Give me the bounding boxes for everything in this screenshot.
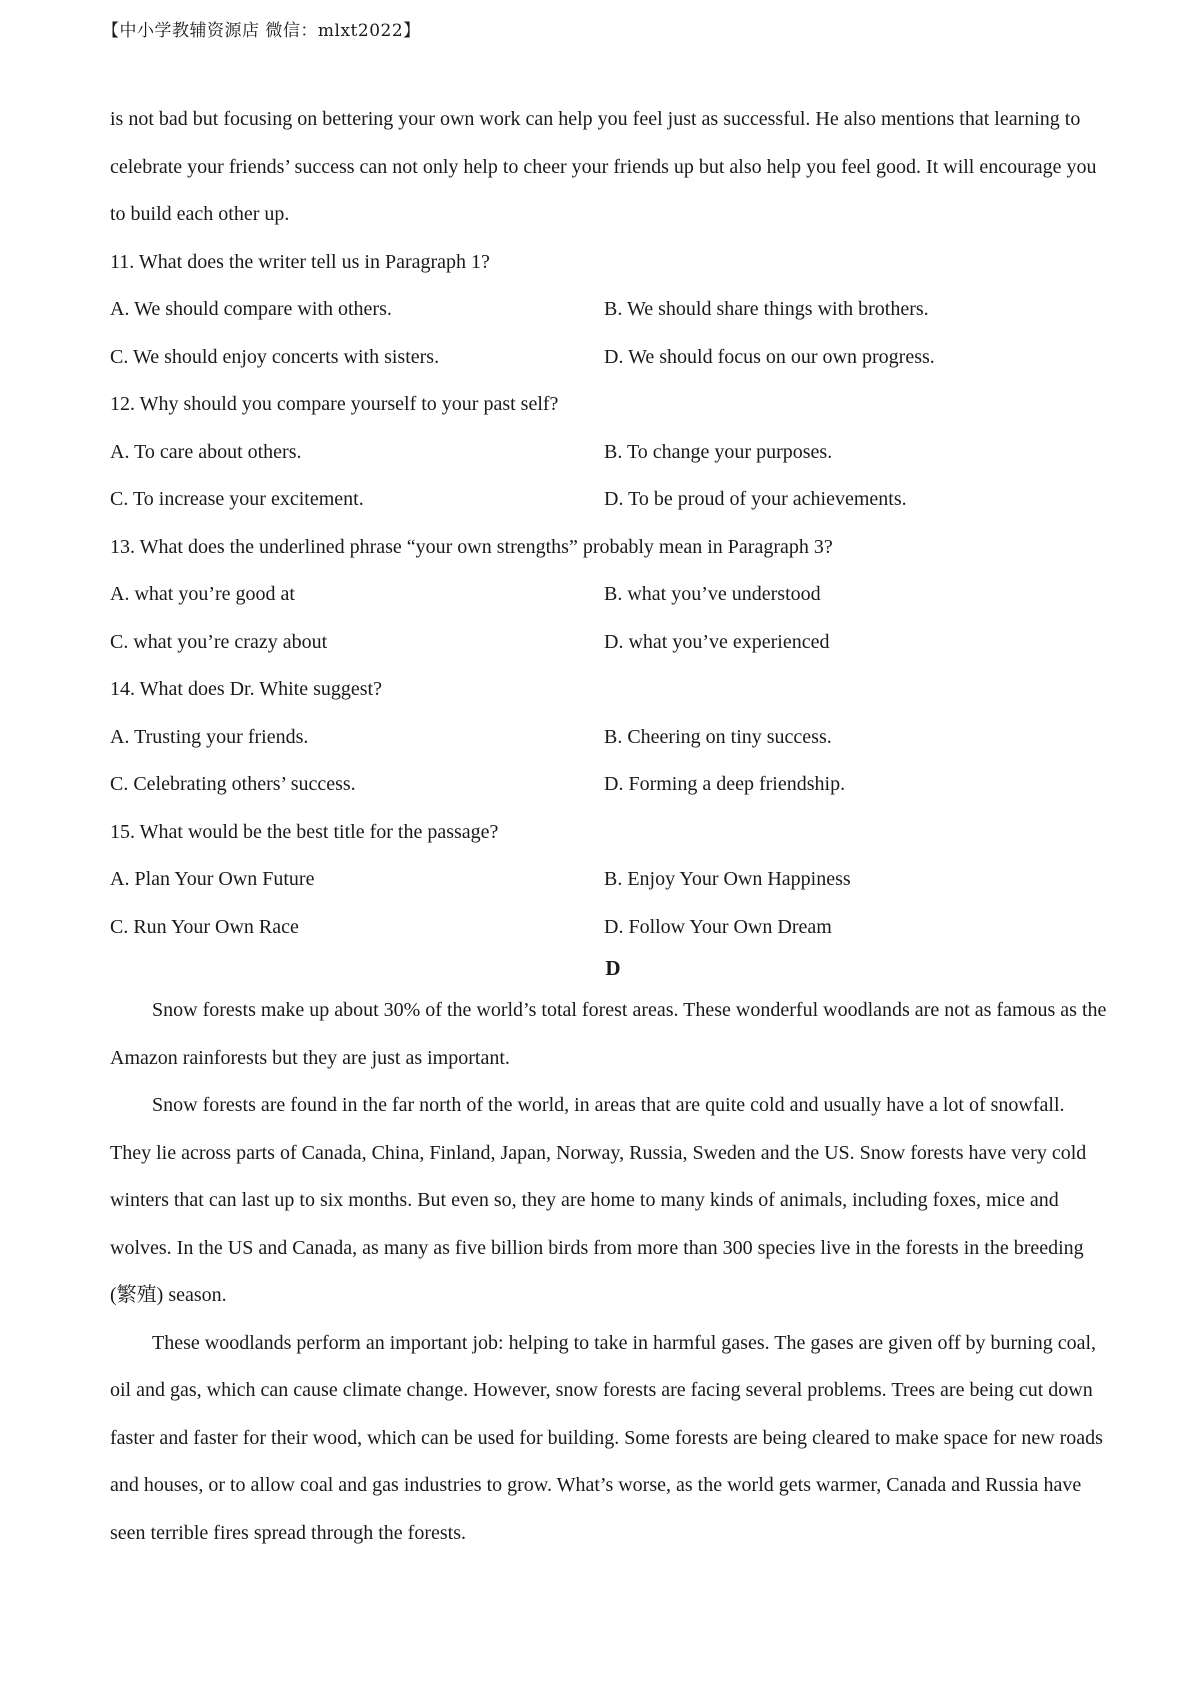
option-13-b: B. what you’ve understood: [604, 583, 821, 605]
question-15-options: [110, 856, 1110, 951]
option-13-c: C. what you’re crazy about: [110, 630, 328, 653]
question-12-options: [110, 429, 1110, 524]
option-12-b: B. To change your purposes.: [604, 440, 833, 463]
option-15-a: A. Plan Your Own Future: [110, 868, 315, 890]
question-11: 11. What does the writer tell us in Paragraph 1?: [110, 250, 490, 273]
option-11-b: B. We should share things with brothers.: [604, 298, 929, 320]
question-12: 12. Why should you compare yourself to your past self?: [110, 393, 559, 415]
question-block: [110, 381, 1110, 524]
question-block: [110, 239, 1110, 382]
option-11-a: A. We should compare with others.: [110, 298, 392, 320]
question-block: [110, 524, 1110, 667]
option-11-c: C. We should enjoy concerts with sisters.: [110, 345, 440, 368]
option-14-b: B. Cheering on tiny success.: [604, 725, 832, 748]
section-d-paragraph-1: Snow forests make up about 30% of the world’s total forest areas. These wonderful woodlands are not as famous as the Amazon rainforests but they are just as important.: [110, 999, 1107, 1069]
question-14-options: [110, 714, 1110, 809]
option-12-d: D. To be proud of your achievements.: [604, 488, 907, 510]
option-11-d: D. We should focus on our own progress.: [604, 345, 935, 368]
option-14-a: A. Trusting your friends.: [110, 725, 309, 748]
option-15-b: B. Enjoy Your Own Happiness: [604, 868, 851, 890]
question-14: 14. What does Dr. White suggest?: [110, 678, 382, 700]
section-d-paragraph-3: These woodlands perform an important job: helping to take in harmful gases. The gases are given off by burning coal, oil and gas, which can cause climate change. However, snow forests are facing several problems. Trees are being cut down faster and faster for their wood, which can be used for building. Some forests are being cleared to make space for new roads and houses, or to allow coal and gas industries to grow. What’s worse, as the world gets warmer, Canada and Russia have seen terrible fires spread through the forests.: [110, 1331, 1103, 1544]
option-13-d: D. what you’ve experienced: [604, 630, 830, 653]
option-15-d: D. Follow Your Own Dream: [604, 915, 832, 938]
question-13-options: [110, 571, 1110, 666]
option-14-c: C. Celebrating others’ success.: [110, 773, 356, 795]
question-11-options: [110, 286, 1110, 381]
page-header: 【中小学教辅资源店 微信：mlxt2022】: [102, 21, 421, 41]
question-13: 13. What does the underlined phrase “your own strengths” probably mean in Paragraph 3?: [110, 535, 833, 558]
option-12-c: C. To increase your excitement.: [110, 488, 364, 510]
option-13-a: A. what you’re good at: [110, 583, 295, 605]
document-body: [110, 96, 1110, 1557]
question-block: [110, 666, 1110, 809]
option-15-c: C. Run Your Own Race: [110, 915, 299, 938]
question-15: 15. What would be the best title for the passage?: [110, 820, 499, 843]
section-d-title: D: [605, 956, 621, 980]
option-12-a: A. To care about others.: [110, 440, 302, 463]
question-block: [110, 809, 1110, 952]
intro-paragraph: is not bad but focusing on bettering your own work can help you feel just as successful. He also mentions that learning to celebrate your friends’ success can not only help to cheer your friends up but also help you feel good. It will encourage you to build each other up.: [110, 108, 1097, 225]
option-14-d: D. Forming a deep friendship.: [604, 773, 846, 795]
section-d-paragraph-2: Snow forests are found in the far north of the world, in areas that are quite cold and usually have a lot of snowfall. They lie across parts of Canada, China, Finland, Japan, Norway, Russia, Sweden and the US. Snow forests have very cold winters that can last up to six months. But even so, they are home to many kinds of animals, including foxes, mice and wolves. In the US and Canada, as many as five billion birds from more than 300 species live in the forests in the breeding (繁殖) season.: [110, 1094, 1087, 1306]
